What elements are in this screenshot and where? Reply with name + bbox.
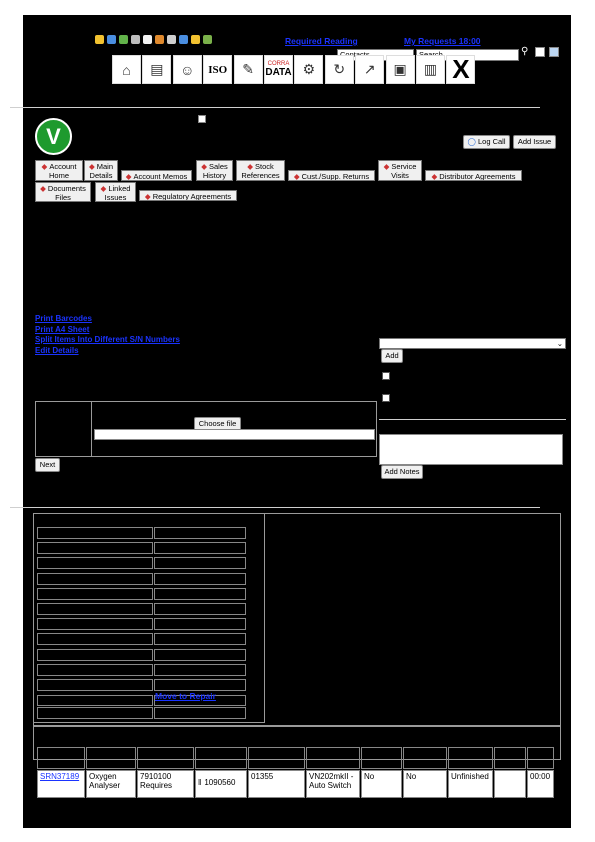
table-header-cell (527, 747, 554, 769)
my-requests-link[interactable]: My Requests 18:00 (404, 36, 481, 46)
srn-link[interactable]: SRN37189 (40, 772, 80, 781)
item-select[interactable] (379, 338, 566, 349)
company-logo: V (35, 118, 72, 155)
tab-label: Account Home (48, 162, 77, 180)
add-notes-label: Add Notes (384, 467, 420, 476)
cell-value: 7910100 Requires (140, 772, 173, 790)
cell-value: 1090560 (204, 778, 236, 787)
doc-list-icon[interactable] (167, 35, 176, 44)
cell-value: No (406, 772, 417, 781)
tab-4[interactable] (236, 160, 285, 181)
cell-value: No (364, 772, 375, 781)
field-label-cell (37, 618, 153, 630)
edit-icon[interactable] (198, 115, 206, 123)
corpora-data-icon[interactable] (264, 55, 293, 84)
field-label-cell (37, 588, 153, 600)
table-header-cell (137, 747, 194, 769)
action-link-2[interactable]: Split Items Into Different S/N Numbers (35, 335, 180, 344)
field-value-cell (154, 618, 246, 630)
documents-icon: ◆ (40, 184, 46, 193)
add-button[interactable] (381, 349, 403, 363)
barcode-icon: ‖ (198, 778, 202, 787)
field-label-cell (37, 649, 153, 661)
table-cell (527, 770, 554, 798)
printer-icon[interactable] (131, 35, 140, 44)
cell-value: VN202mkII - Auto Switch (309, 772, 354, 790)
table-cell (361, 770, 402, 798)
field-value-cell (154, 542, 246, 554)
field-label-cell (37, 542, 153, 554)
field-label-cell (37, 664, 153, 676)
log-call-label: Log Call (477, 137, 506, 146)
tab-2[interactable] (121, 170, 192, 181)
shop-icon[interactable]: ▤ (142, 55, 171, 84)
tab-label: Sales History (202, 162, 228, 180)
table-header-cell (86, 747, 136, 769)
file-name-field[interactable] (94, 429, 375, 440)
action-link-0[interactable]: Print Barcodes (35, 314, 92, 323)
search-icon[interactable]: ⚲ (521, 46, 529, 57)
field-label-cell (37, 679, 153, 691)
cell-value: Oxygen Analyser (89, 772, 121, 790)
field-value-cell (154, 573, 246, 585)
pencil-icon[interactable]: ✎ (234, 55, 263, 84)
tab-label: Account Memos (133, 172, 188, 181)
home-icon[interactable]: ⌂ (112, 55, 141, 84)
iso-icon[interactable] (203, 55, 232, 84)
chevron-down-icon: ⌄ (556, 339, 563, 348)
tab-0[interactable] (35, 160, 83, 181)
table-header-cell (306, 747, 360, 769)
tab-label: Regulatory Agreements (152, 192, 232, 201)
next-label: Next (39, 460, 56, 469)
log-call-button[interactable] (463, 135, 510, 149)
cell-value: 01355 (251, 772, 274, 781)
field-value-cell (154, 527, 246, 539)
refresh-icon[interactable]: ↻ (325, 55, 354, 84)
option-checkbox-2[interactable] (382, 394, 390, 402)
add-notes-button[interactable] (381, 465, 423, 479)
chart-icon[interactable]: ↗ (355, 55, 384, 84)
sales-history-icon: ◆ (201, 162, 207, 171)
field-value-cell (154, 603, 246, 615)
warning-icon[interactable] (155, 35, 164, 44)
tab-5[interactable] (288, 170, 375, 181)
field-value-cell (154, 633, 246, 645)
returns-icon: ◆ (293, 172, 300, 181)
table-header-cell (361, 747, 402, 769)
field-label-cell (37, 603, 153, 615)
field-label-cell (37, 695, 153, 706)
stock-references-icon: ◆ (247, 162, 253, 171)
choose-file-label: Choose file (198, 419, 237, 428)
add-label: Add (385, 351, 399, 360)
tab-1[interactable] (84, 160, 118, 181)
add-issue-button[interactable] (513, 135, 556, 149)
tab-label: Main Details (89, 162, 114, 180)
tab-row2-2[interactable] (139, 190, 237, 201)
field-label-cell (37, 527, 153, 539)
required-reading-link[interactable]: Required Reading (285, 36, 358, 46)
contacts-icon[interactable]: ☺ (173, 55, 202, 84)
network-icon[interactable] (549, 47, 559, 57)
cell-value: Unfinished (451, 772, 489, 781)
field-value-cell (154, 588, 246, 600)
move-to-repair-link[interactable]: Move to Repair (155, 691, 216, 701)
tab-label: Service Visits (391, 162, 417, 180)
stats-icon[interactable] (203, 35, 212, 44)
table-cell (195, 770, 247, 798)
section-divider (10, 507, 540, 508)
field-label-cell (37, 557, 153, 569)
document-icon[interactable] (143, 35, 152, 44)
corpora-label: CORRA (267, 61, 290, 67)
main-details-icon: ◆ (88, 162, 95, 171)
account-home-icon: ◆ (41, 162, 48, 171)
memos-icon: ◆ (125, 172, 132, 181)
action-link-1[interactable]: Print A4 Sheet (35, 324, 90, 334)
option-checkbox-1[interactable] (382, 372, 390, 380)
table-header-cell (248, 747, 305, 769)
linked-issues-icon: ◆ (100, 184, 107, 193)
notes-divider (379, 419, 566, 420)
tab-label: Stock References (241, 162, 280, 180)
gear-icon[interactable]: ⚙ (294, 55, 323, 84)
next-button[interactable] (35, 458, 60, 472)
srn-link-cell[interactable] (37, 770, 85, 798)
regulatory-icon: ◆ (144, 192, 151, 201)
tab-7[interactable] (425, 170, 522, 181)
cell-value: 00:00 (530, 772, 551, 781)
tab-label: Distributor Agreements (439, 172, 516, 181)
user-icon[interactable] (107, 35, 116, 44)
table-cell (306, 770, 360, 798)
table-header-cell (37, 747, 85, 769)
tab-label: Documents Files (47, 184, 86, 202)
upload-label-cell (35, 401, 92, 457)
tab-row2-0[interactable] (35, 182, 91, 202)
table-header-cell (403, 747, 447, 769)
globe-icon[interactable] (179, 35, 188, 44)
field-value-cell (154, 679, 246, 691)
tab-label: Cust./Supp. Returns (301, 172, 370, 181)
tab-label: Linked Issues (104, 184, 131, 202)
table-cell (137, 770, 194, 798)
field-label-cell (37, 633, 153, 645)
calendar-icon[interactable] (191, 35, 200, 44)
notes-textarea[interactable] (379, 434, 563, 465)
distributor-agreements-icon: ◆ (431, 172, 438, 181)
table-cell (248, 770, 305, 798)
field-value-cell (154, 649, 246, 661)
data-label: DATA (265, 67, 292, 78)
tab-row2-1[interactable] (95, 182, 136, 202)
add-issue-label: Add Issue (517, 137, 552, 146)
close-icon[interactable]: X (446, 55, 475, 84)
table-cell (86, 770, 136, 798)
table-header-cell (448, 747, 493, 769)
tab-3[interactable] (196, 160, 233, 181)
field-label-cell (37, 573, 153, 585)
field-value-cell (154, 707, 246, 719)
iso-label: ISO (208, 63, 228, 76)
field-value-cell (154, 557, 246, 569)
new-window-icon[interactable] (535, 47, 545, 57)
table-header-cell (195, 747, 247, 769)
service-visits-icon: ◆ (383, 162, 390, 171)
table-cell (448, 770, 493, 798)
star-icon[interactable] (95, 35, 104, 44)
phone-icon: ◯ (467, 137, 476, 146)
table-header-cell (494, 747, 526, 769)
table-cell (403, 770, 447, 798)
divider (10, 107, 540, 108)
table-cell (494, 770, 526, 798)
book-icon[interactable]: ▥ (416, 55, 445, 84)
field-value-cell (154, 664, 246, 676)
field-label-cell (37, 707, 153, 719)
box-icon[interactable]: ▣ (386, 55, 415, 84)
tab-6[interactable] (378, 160, 422, 181)
action-link-3[interactable]: Edit Details (35, 345, 79, 355)
group-icon[interactable] (119, 35, 128, 44)
